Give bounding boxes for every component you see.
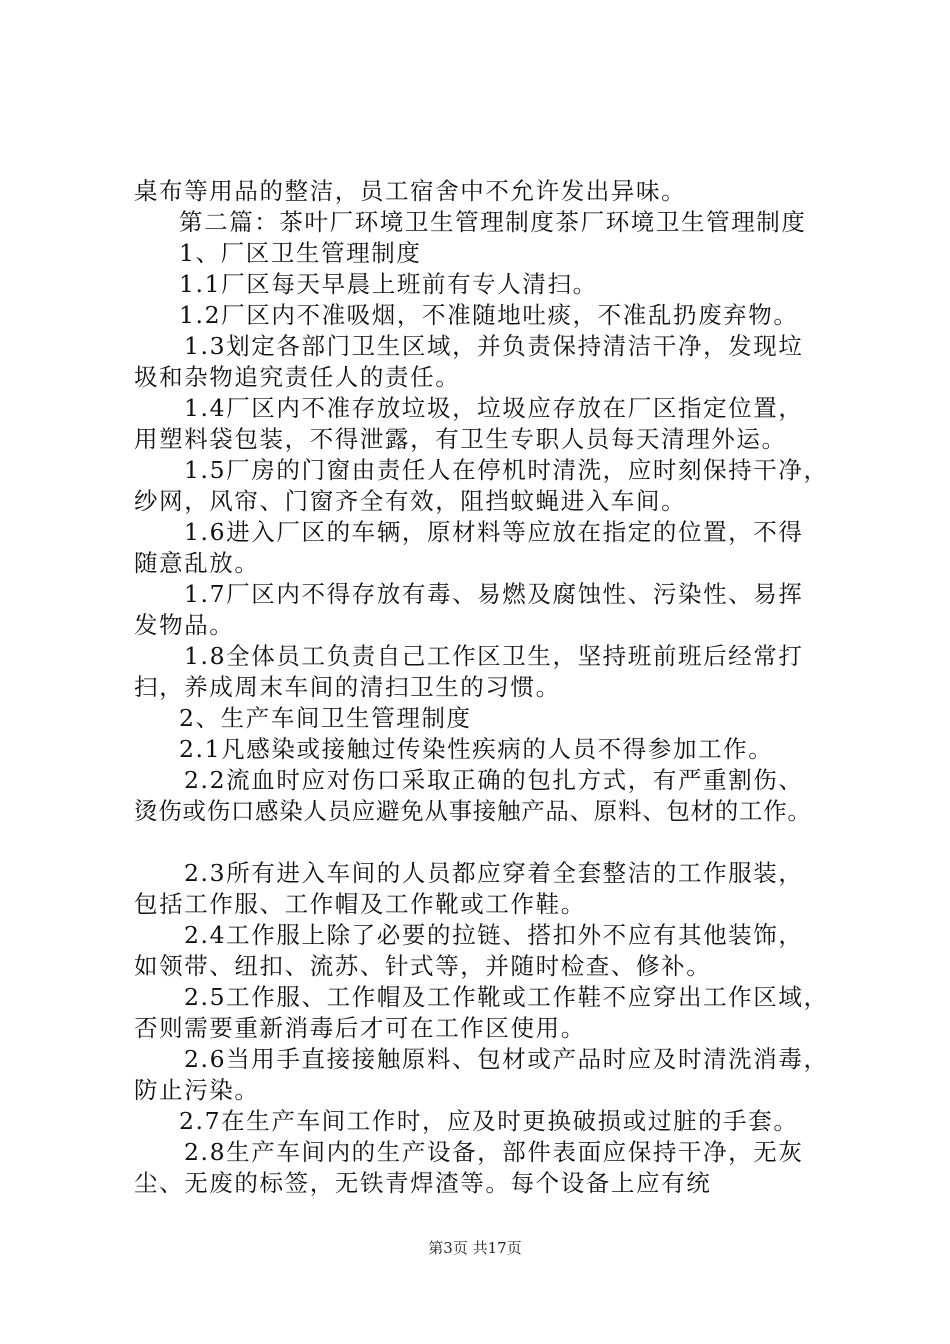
text-line: 桌布等用品的整洁，员工宿舍中不允许发出异味。 [134, 177, 687, 205]
text-line: 1.5厂房的门窗由责任人在停机时清洗，应时刻保持干净， [184, 456, 829, 484]
text-line: 1.8全体员工负责自己工作区卫生，坚持班前班后经常打 [184, 642, 804, 670]
text-line: 用塑料袋包装，不得泄露，有卫生专职人员每天清理外运。 [134, 425, 787, 453]
text-line: 2.4工作服上除了必要的拉链、搭扣外不应有其他装饰， [184, 921, 804, 949]
text-line: 1.1厂区每天早晨上班前有专人清扫。 [179, 270, 598, 298]
text-line: 第二篇：茶叶厂环境卫生管理制度茶厂环境卫生管理制度 [179, 208, 807, 236]
text-line: 2.3所有进入车间的人员都应穿着全套整洁的工作服装， [184, 859, 804, 887]
text-line: 2.1凡感染或接触过传染性疾病的人员不得参加工作。 [179, 735, 774, 763]
page-number-footer: 第3页 共17页 [428, 1239, 522, 1257]
text-line: 纱网，风帘、门窗齐全有效，阻挡蚊蝇进入车间。 [134, 487, 687, 515]
text-line: 2.6当用手直接接触原料、包材或产品时应及时清洗消毒， [184, 1045, 829, 1073]
text-line: 1.2厂区内不准吸烟，不准随地吐痰，不准乱扔废弃物。 [179, 301, 799, 329]
text-line: 尘、无废的标签，无铁青焊渣等。每个设备上应有统 [134, 1169, 712, 1197]
text-line: 1.3划定各部门卫生区域，并负责保持清洁干净，发现垃 [184, 332, 804, 360]
text-line: 如领带、纽扣、流苏、针式等，并随时检查、修补。 [134, 952, 712, 980]
text-line: 2.7在生产车间工作时，应及时更换破损或过脏的手套。 [179, 1107, 799, 1135]
text-line: 2.5工作服、工作帽及工作靴或工作鞋不应穿出工作区域， [184, 983, 829, 1011]
text-line: 2.2流血时应对伤口采取正确的包扎方式，有严重割伤、 [184, 766, 804, 794]
text-line: 2.8生产车间内的生产设备，部件表面应保持干净，无灰 [184, 1138, 804, 1166]
text-line: 1.6进入厂区的车辆，原材料等应放在指定的位置，不得 [184, 518, 804, 546]
text-line: 否则需要重新消毒后才可在工作区使用。 [134, 1014, 586, 1042]
text-line: 随意乱放。 [134, 549, 260, 577]
text-line: 1.7厂区内不得存放有毒、易燃及腐蚀性、污染性、易挥 [184, 580, 804, 608]
text-line: 圾和杂物追究责任人的责任。 [134, 363, 461, 391]
text-line: 1.4厂区内不准存放垃圾，垃圾应存放在厂区指定位置， [184, 394, 804, 422]
text-line: 扫，养成周末车间的清扫卫生的习惯。 [134, 673, 561, 701]
text-line: 烫伤或伤口感染人员应避免从事接触产品、原料、包材的工作。 [134, 797, 812, 825]
text-line: 发物品。 [134, 611, 235, 639]
text-line: 1、厂区卫生管理制度 [179, 239, 422, 267]
text-line: 2、生产车间卫生管理制度 [179, 704, 472, 732]
text-line: 防止污染。 [134, 1076, 260, 1104]
text-line: 包括工作服、工作帽及工作靴或工作鞋。 [134, 890, 586, 918]
